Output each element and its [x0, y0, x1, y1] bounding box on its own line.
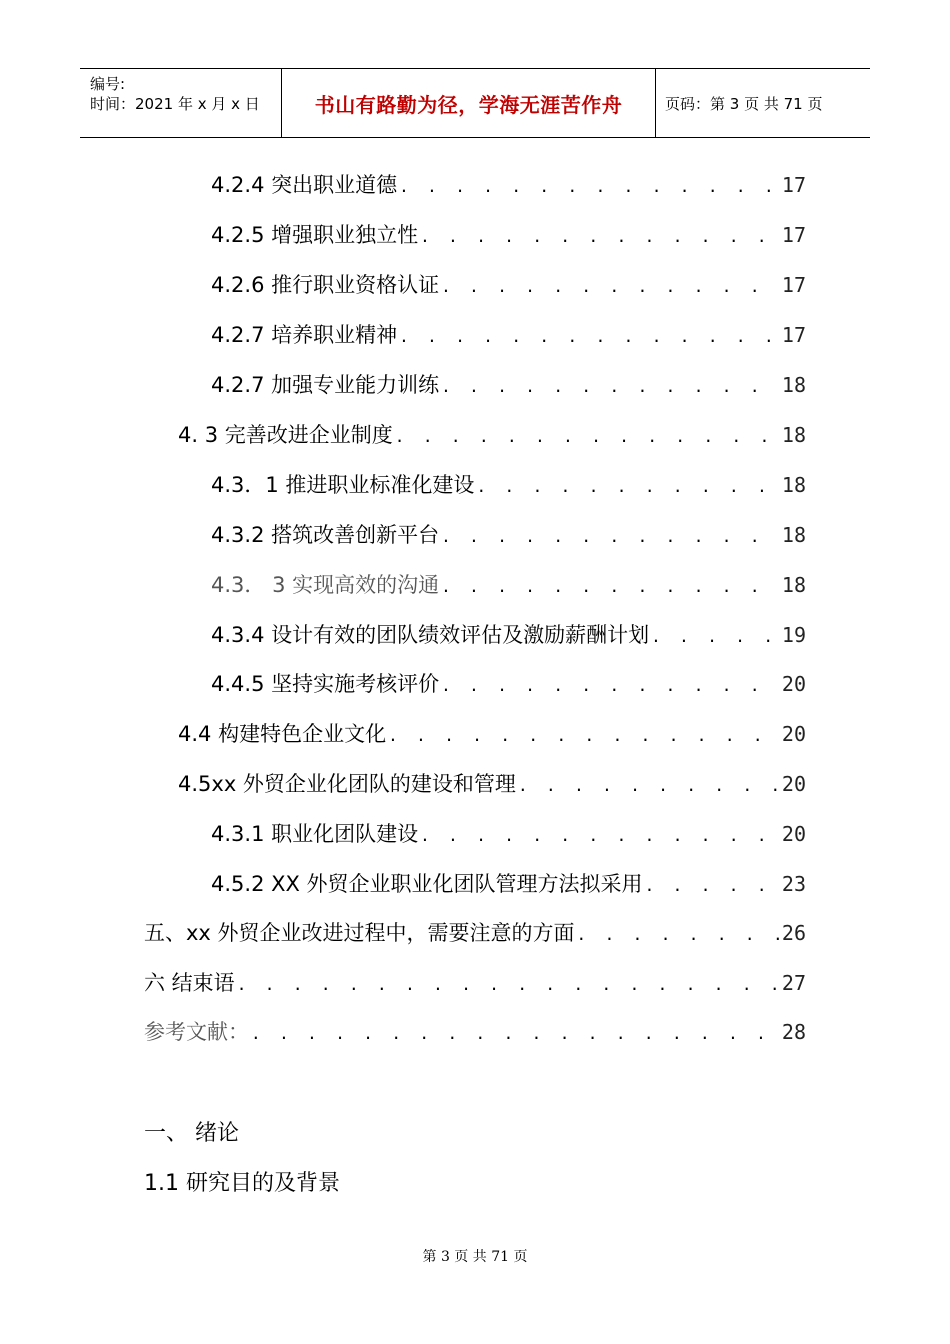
toc-entry[interactable] [211, 271, 806, 301]
toc-leader-dots [645, 872, 780, 900]
toc-entry-title: 4.5xx 外贸企业化团队的建设和管理 [178, 772, 516, 796]
toc-entry-title: 4.3.4 设计有效的团队绩效评估及激励薪酬计划 [211, 623, 650, 647]
toc-entry-page: 18 [781, 573, 806, 597]
toc-entry-title: 六 结束语 [144, 971, 235, 995]
header-motto: 书山有路勤为径，学海无涯苦作舟 [282, 69, 656, 137]
toc-leader-dots [237, 971, 780, 999]
toc-entry-page: 18 [781, 423, 806, 447]
page-footer: 第 3 页 共 71 页 [422, 1249, 528, 1265]
toc-leader-dots [441, 523, 780, 551]
toc-entry-page: 18 [781, 473, 806, 497]
toc-entry-page: 17 [781, 323, 806, 347]
toc-entry[interactable] [211, 171, 806, 201]
toc-entry-title: 4.5.2 XX 外贸企业职业化团队管理方法拟采用 [211, 872, 643, 896]
toc-leader-dots [441, 672, 780, 700]
toc-entry-page: 20 [781, 772, 806, 796]
header-meta-cell [80, 69, 282, 137]
toc-entry-title: 4.2.6 推行职业资格认证 [211, 273, 440, 297]
toc-entry-title: 4.2.5 增强职业独立性 [211, 223, 419, 247]
toc-entry-page: 19 [781, 623, 806, 647]
toc-entry-title: 4.3.2 搭筑改善创新平台 [211, 523, 440, 547]
toc-entry-title: 4.2.7 培养职业精神 [211, 323, 398, 347]
toc-entry[interactable] [178, 720, 806, 750]
toc-entry-title: 4. 3 完善改进企业制度 [178, 423, 393, 447]
toc-leader-dots [577, 921, 780, 949]
toc-entry-page: 26 [781, 921, 806, 945]
toc-entry-page: 28 [781, 1020, 806, 1044]
toc-entry-title: 4.4 构建特色企业文化 [178, 722, 387, 746]
toc-entry-title: 4.2.7 加强专业能力训练 [211, 373, 440, 397]
document-number-label: 编号: [90, 75, 126, 93]
toc-entry-page: 18 [781, 373, 806, 397]
toc-entry[interactable] [211, 870, 806, 900]
toc-entry-page: 20 [781, 722, 806, 746]
document-date-label: 时间：2021 年 x 月 x 日 [90, 95, 260, 113]
toc-entry-title: 4.3.1 职业化团队建设 [211, 822, 419, 846]
toc-entry-title: 参考文献： [144, 1020, 249, 1044]
toc-leader-dots [441, 273, 780, 301]
toc-leader-dots [518, 772, 780, 800]
toc-entry-page: 23 [781, 872, 806, 896]
toc-entry[interactable] [211, 820, 806, 850]
toc-entry-page: 20 [781, 672, 806, 696]
toc-leader-dots [420, 822, 780, 850]
header-page-info: 页码：第 3 页 共 71 页 [665, 94, 823, 113]
toc-entry-page: 17 [781, 273, 806, 297]
toc-entry-page: 20 [781, 822, 806, 846]
toc-leader-dots [388, 722, 780, 750]
toc-entry[interactable] [144, 969, 806, 999]
toc-entry-title: 4.4.5 坚持实施考核评价 [211, 672, 440, 696]
toc-entry[interactable] [178, 770, 806, 800]
toc-entry[interactable] [211, 221, 806, 251]
toc-entry[interactable] [211, 571, 806, 601]
toc-leader-dots [441, 373, 780, 401]
toc-entry-title: 五、xx 外贸企业改进过程中，需要注意的方面 [144, 921, 575, 945]
toc-leader-dots [399, 173, 780, 201]
toc-entry-page: 17 [781, 223, 806, 247]
toc-entry-page: 18 [781, 523, 806, 547]
toc-entry[interactable] [144, 1018, 806, 1048]
toc-leader-dots [251, 1020, 780, 1048]
page-header [80, 68, 870, 138]
toc-entry[interactable] [178, 421, 806, 451]
toc-leader-dots [476, 473, 779, 501]
toc-leader-dots [420, 223, 780, 251]
toc-entry[interactable] [211, 321, 806, 351]
toc-leader-dots [399, 323, 780, 351]
toc-entry-title: 4.2.4 突出职业道德 [211, 173, 398, 197]
toc-leader-dots [651, 623, 780, 651]
section-heading: 1.1 研究目的及背景 [144, 1171, 340, 1196]
toc-entry[interactable] [211, 670, 806, 700]
toc-entry-page: 17 [781, 173, 806, 197]
toc-entry[interactable] [144, 919, 806, 949]
toc-leader-dots [395, 423, 780, 451]
toc-entry-title: 4.3． 3 实现高效的沟通 [211, 573, 440, 597]
toc-entry[interactable] [211, 621, 806, 651]
toc-entry-title: 4.3．1 推进职业标准化建设 [211, 473, 475, 497]
toc-entry[interactable] [211, 471, 806, 501]
toc-entry[interactable] [211, 371, 806, 401]
toc-leader-dots [441, 573, 780, 601]
chapter-heading: 一、 绪论 [144, 1121, 239, 1146]
toc-entry[interactable] [211, 521, 806, 551]
toc-entry-page: 27 [781, 971, 806, 995]
